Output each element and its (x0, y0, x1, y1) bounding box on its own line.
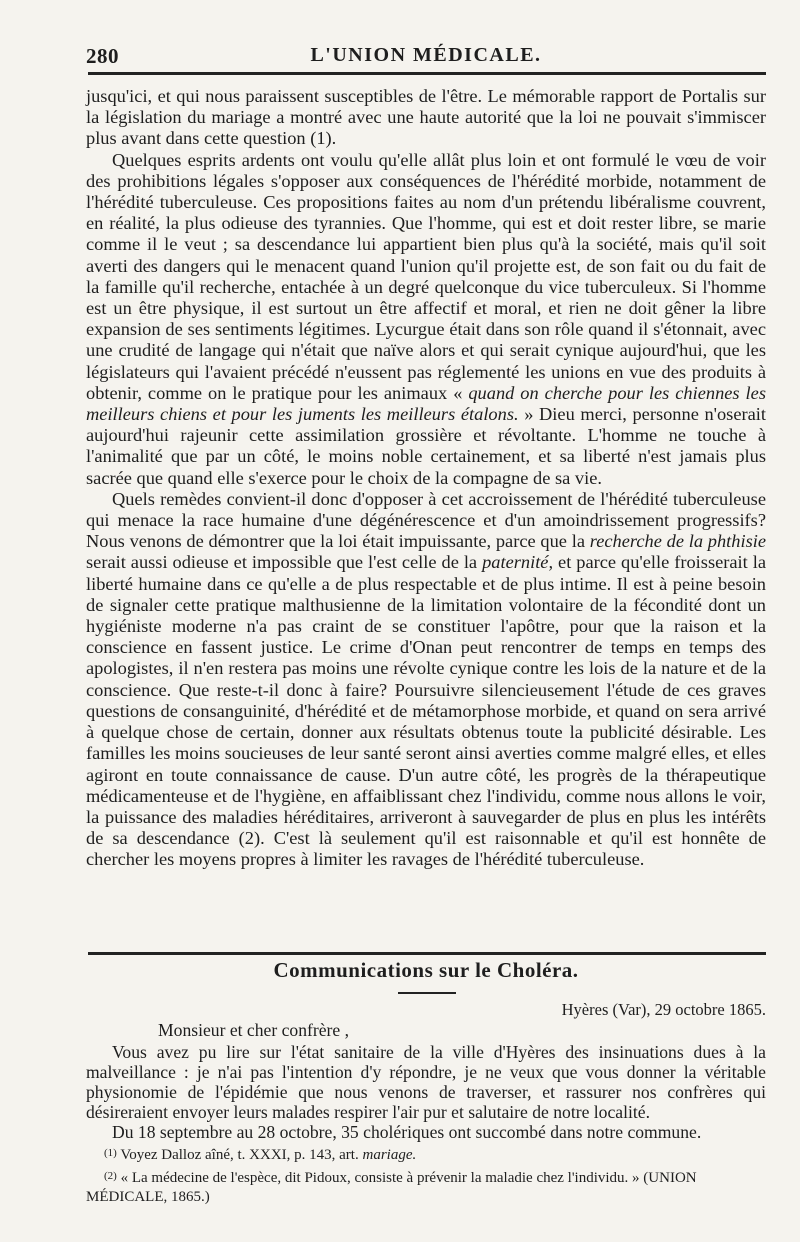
footnote: $^{(2)}$ « La médecine de l'espèce, dit Pidoux, consiste à prévenir la maladie chez l'individu. » (UNION MÉDICALE, 1865.) (86, 1170, 697, 1205)
footnote-mark: (1) (104, 1147, 117, 1159)
title-underline (398, 992, 456, 994)
letter (86, 1000, 766, 1142)
letter-paragraph: Vous avez pu lire sur l'état sanitaire de la ville d'Hyères des insinuations dues à la malveillance : je n'ai pas l'intention d'y répondre, je ne veux que vous donner la véritable physionomie de l'épidémie que nous venons de traverser, et rassurer nos confrères qui désireraient envoyer leurs malades respirer l'air pur et salutaire de notre localité. (86, 1042, 766, 1122)
paragraph: Quelques esprits ardents ont voulu qu'elle allât plus loin et ont formulé le vœu de voir des prohibitions légales s'opposer aux conséquences de l'hérédité morbide, notamment de l'hérédité tuberculeuse. Ces propositions faites au nom d'un prétendu libéralisme couvrent, en réalité, la plus odieuse des tyrannies. Que l'homme, qui est et doit rester libre, se marie comme il le veut ; sa descendance lui appartient bien plus qu'à la société, mais qu'il soit averti des dangers qui le menacent quand l'union qu'il projette est, de son fait ou du fait de la famille qu'il recherche, entachée à un degré quelconque du vice tuberculeux. Si l'homme est un être physique, il est surtout un être affectif et moral, et rien ne doit gêner la libre expansion de ses sentiments légitimes. Lycurgue était dans son rôle quand il s'étonnait, avec une crudité de langage qui n'était que naïve alors et qui serait cynique aujourd'hui, que les législateurs qui l'avaient précédé n'eussent pas réglementé les unions en vue des produits à obtenir, comme on le pratique pour les animaux « quand on cherche pour les chiennes les meilleurs chiens et pour les juments les meilleurs étalons. » Dieu merci, personne n'oserait aujourd'hui rajeunir cette assimilation grossière et révoltante. L'homme ne touche à l'animalité que par un côté, le moins noble certainement, et sa liberté n'est jamais plus sacrée que quand elle s'exerce pour le choix de la compagne de sa vie. (86, 149, 766, 488)
italic-phrase: paternité, (482, 552, 554, 573)
paragraph: Quels remèdes convient-il donc d'opposer à cet accroissement de l'hérédité tuberculeuse qui menace la race humaine d'une dégénérescence et d'un amoindrissement progressifs? Nous venons de démontrer que la loi était impuissante, parce que la recherche de la phthisie serait aussi odieuse et impossible que l'est celle de la paternité, et parce qu'elle froisserait la liberté humaine dans ce qu'elle a de plus respectable et de plus intime. Il est à peine besoin de signaler cette pratique malthusienne de la limitation volontaire de la fécondité dont un hygiéniste moderne n'a pas craint de se constituer l'apôtre, pour que la raison et la conscience en fassent justice. Le crime d'Onan peut rencontrer de temps en temps des apologistes, il n'en restera pas moins une révolte cynique contre les lois de la nature et de la conscience. Que reste-t-il donc à faire? Poursuivre silencieusement l'étude de ces graves questions de consanguinité, d'hérédité et de métamorphose morbide, et quand on sera arrivé à quelque chose de certain, donner aux résultats obtenus toute la publicité désirable. Les familles les moins soucieuses de leur santé seront ainsi averties comme malgré elles, et elles agiront en toute connaissance de cause. D'un autre côté, les progrès de la thérapeutique médicamenteuse et de l'hygiène, en affaiblissant chez l'individu, comme nous allons le voir, la puissance des maladies héréditaires, arriveront à sauvegarder de plus en plus les intérêts de sa descendance (2). C'est là seulement qu'il est raisonnable et qu'il est honnête de chercher les moyens propres à limiter les ravages de l'hérédité tuberculeuse. (86, 488, 767, 870)
footnote: $^{(1)}$ Voyez Dalloz aîné, t. XXXI, p. 143, art. mariage. (104, 1147, 417, 1163)
footnotes (86, 1144, 766, 1209)
dateline: Hyères (Var), 29 octobre 1865. (561, 1000, 766, 1019)
header-rule (88, 72, 766, 75)
italic-phrase: recherche de la phthisie (589, 531, 767, 552)
footnote-mark: (2) (104, 1170, 117, 1182)
paragraph: jusqu'ici, et qui nous paraissent susceptibles de l'être. Le mémorable rapport de Portalis sur la législation du mariage a montré avec une haute autorité que la loi ne pouvait s'immiscer plus avant dans cette question (1). (86, 86, 766, 149)
section-rule (88, 952, 766, 955)
italic-quote: quand on cherche pour les chiennes les meilleurs chiens et pour les juments les meilleurs étalons. (86, 382, 766, 425)
salutation: Monsieur et cher confrère , (158, 1020, 349, 1040)
page-header (86, 44, 766, 74)
letter-paragraph: Du 18 septembre au 28 octobre, 35 cholériques ont succombé dans notre commune. (112, 1122, 702, 1142)
running-title: L'UNION MÉDICALE. (310, 44, 542, 66)
article-body (86, 86, 766, 871)
page-number: 280 (86, 44, 119, 68)
section-title: Communications sur le Choléra. (273, 958, 579, 982)
